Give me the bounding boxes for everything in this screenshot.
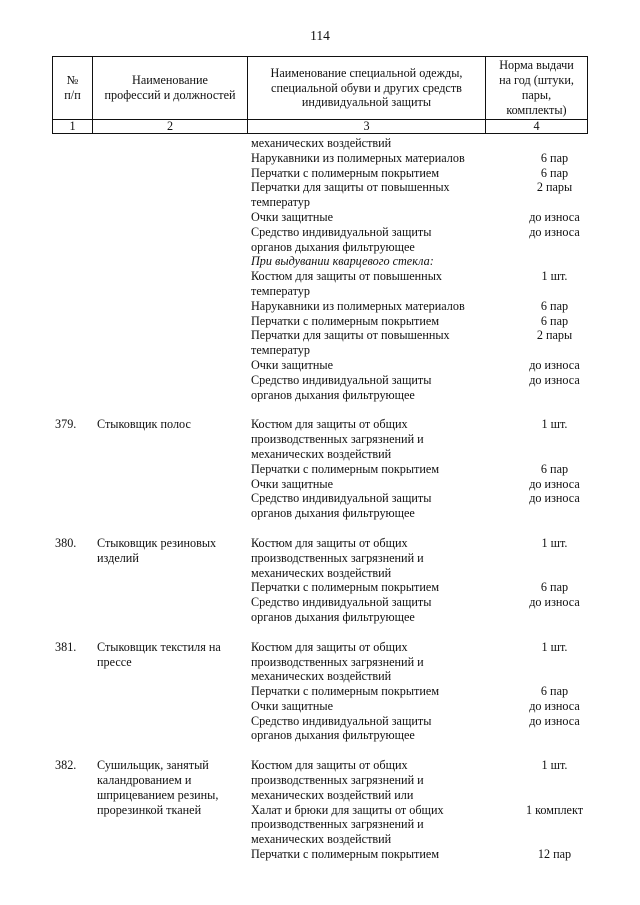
- header-col-profession: Наименование профессий и должностей: [93, 57, 248, 120]
- equipment-item-text: Перчатки с полимерным покрытием: [251, 461, 440, 476]
- norm-value: до износа: [529, 476, 580, 491]
- equipment-item: [251, 461, 569, 477]
- equipment-item: [251, 209, 580, 225]
- equipment-item-text: механических воздействий: [251, 136, 392, 150]
- header-col-equipment: Наименование специальной одежды, специальной обуви и других средств индивидуальной защиты: [248, 57, 486, 120]
- header-col-number: № п/п: [53, 57, 93, 120]
- norm-value: до износа: [529, 713, 580, 728]
- equipment-item-text: Средство индивидуальной защиты органов дыхания фильтрующее: [251, 595, 432, 624]
- table-header: [52, 56, 588, 134]
- norm-value: до износа: [529, 698, 580, 713]
- equipment-item-text: Халат и брюки для защиты от общих производственных загрязнений и механических воздействий: [251, 802, 444, 847]
- row-number: 380.: [55, 535, 77, 550]
- norm-value: 2 пары: [536, 180, 573, 195]
- equipment-item: [251, 758, 568, 802]
- equipment-cell: [251, 758, 584, 862]
- header-num-4: 4: [486, 120, 588, 134]
- norm-value: 6 пар: [540, 461, 569, 476]
- header-num-2: 2: [93, 120, 248, 134]
- table-body: [0, 136, 640, 862]
- equipment-item: [251, 713, 580, 744]
- equipment-item: [251, 639, 568, 684]
- equipment-item: [251, 535, 568, 580]
- table-row: [0, 758, 640, 862]
- norm-value: 6 пар: [540, 150, 569, 165]
- equipment-item: [251, 313, 569, 329]
- equipment-item: [251, 269, 568, 299]
- equipment-item: [251, 372, 580, 403]
- equipment-item-text: Перчатки с полимерным покрытием: [251, 684, 440, 699]
- equipment-item-text: Костюм для защиты от общих производственных загрязнений и механических воздействий: [251, 417, 424, 461]
- equipment-item-text: Костюм для защиты от повышенных температур: [251, 269, 442, 298]
- equipment-item-text: Средство индивидуальной защиты органов дыхания фильтрующее: [251, 224, 432, 254]
- profession-name: Стыковщик полос: [97, 417, 191, 432]
- equipment-item-text: Костюм для защиты от общих производственных загрязнений и механических воздействий: [251, 535, 424, 580]
- equipment-item-text: Перчатки с полимерным покрытием: [251, 165, 440, 180]
- equipment-item: [251, 165, 569, 181]
- equipment-item-text: Костюм для защиты от общих производственных загрязнений и механических воздействий или: [251, 758, 424, 802]
- equipment-item-text: Очки защитные: [251, 209, 333, 224]
- equipment-item: [251, 298, 569, 314]
- norm-value: 6 пар: [540, 580, 569, 595]
- equipment-item: [251, 150, 569, 166]
- equipment-item: [251, 224, 580, 255]
- equipment-item: [251, 684, 569, 699]
- equipment-item-text: Перчатки для защиты от повышенных температур: [251, 180, 450, 210]
- profession-name: Стыковщик резиновых изделий: [97, 535, 217, 565]
- table-row: [0, 640, 640, 744]
- norm-value: до износа: [529, 357, 580, 372]
- equipment-item-text: Нарукавники из полимерных материалов: [251, 150, 465, 165]
- norm-value: 6 пар: [540, 313, 569, 328]
- norm-value: до износа: [529, 372, 580, 387]
- equipment-item: [251, 802, 584, 847]
- equipment-item: [251, 698, 580, 714]
- profession-name: Сушильщик, занятый каландрованием и шприцеванием резины, прорезинкой тканей: [97, 758, 219, 817]
- equipment-cell: [251, 136, 580, 402]
- equipment-item-text: Очки защитные: [251, 476, 333, 491]
- equipment-item-text: Нарукавники из полимерных материалов: [251, 298, 465, 313]
- equipment-item: [251, 328, 573, 358]
- equipment-cell: [251, 535, 580, 625]
- equipment-item: [251, 491, 580, 521]
- header-num-3: 3: [248, 120, 486, 134]
- equipment-item-text: Перчатки для защиты от повышенных температур: [251, 328, 450, 358]
- table-row: [0, 536, 640, 625]
- norm-value: 6 пар: [540, 298, 569, 313]
- norm-value: 1 шт.: [541, 535, 568, 550]
- equipment-item: [251, 580, 569, 595]
- page-number: 114: [310, 28, 330, 43]
- header-col-norm: Норма выдачи на год (штуки, пары, комплекты): [486, 57, 588, 120]
- norm-value: 2 пары: [536, 328, 573, 343]
- equipment-item-text: Перчатки с полимерным покрытием: [251, 847, 440, 862]
- equipment-item-text: Средство индивидуальной защиты органов дыхания фильтрующее: [251, 713, 432, 743]
- equipment-cell: [251, 417, 580, 521]
- norm-value: 1 шт.: [541, 758, 568, 773]
- equipment-item-text: Средство индивидуальной защиты органов дыхания фильтрующее: [251, 491, 432, 521]
- equipment-item-text: Перчатки с полимерным покрытием: [251, 580, 440, 595]
- equipment-item: [251, 417, 568, 461]
- norm-value: до износа: [529, 224, 580, 239]
- row-number: 381.: [55, 639, 77, 654]
- norm-value: до износа: [529, 595, 580, 610]
- row-number: 379.: [55, 417, 77, 432]
- norm-value: 6 пар: [540, 684, 569, 699]
- equipment-item: [251, 180, 573, 210]
- norm-value: до износа: [529, 209, 580, 224]
- equipment-item-text: Очки защитные: [251, 357, 333, 372]
- norm-value: 1 шт.: [541, 639, 568, 654]
- norm-value: 1 комплект: [525, 802, 584, 817]
- norm-value: 12 пар: [537, 847, 572, 862]
- equipment-item: [251, 847, 572, 862]
- equipment-item-text: Костюм для защиты от общих производственных загрязнений и механических воздействий: [251, 639, 424, 684]
- header-num-1: 1: [53, 120, 93, 134]
- row-number: 382.: [55, 758, 77, 773]
- equipment-item: [251, 357, 580, 373]
- equipment-item-text: Перчатки с полимерным покрытием: [251, 313, 440, 328]
- table-row: [0, 417, 640, 521]
- continuation-row: [0, 136, 640, 402]
- norm-value: до износа: [529, 491, 580, 506]
- profession-name: Стыковщик текстиля на прессе: [97, 639, 221, 669]
- subheading: При выдувании кварцевого стекла:: [251, 254, 434, 269]
- norm-value: 6 пар: [540, 165, 569, 180]
- equipment-item-text: Средство индивидуальной защиты органов дыхания фильтрующее: [251, 372, 432, 402]
- equipment-item-text: Очки защитные: [251, 698, 333, 713]
- equipment-item: [251, 136, 507, 151]
- norm-value: 1 шт.: [541, 269, 568, 284]
- norm-value: 1 шт.: [541, 417, 568, 432]
- equipment-item: [251, 476, 580, 492]
- equipment-item: [251, 595, 580, 625]
- equipment-cell: [251, 639, 580, 744]
